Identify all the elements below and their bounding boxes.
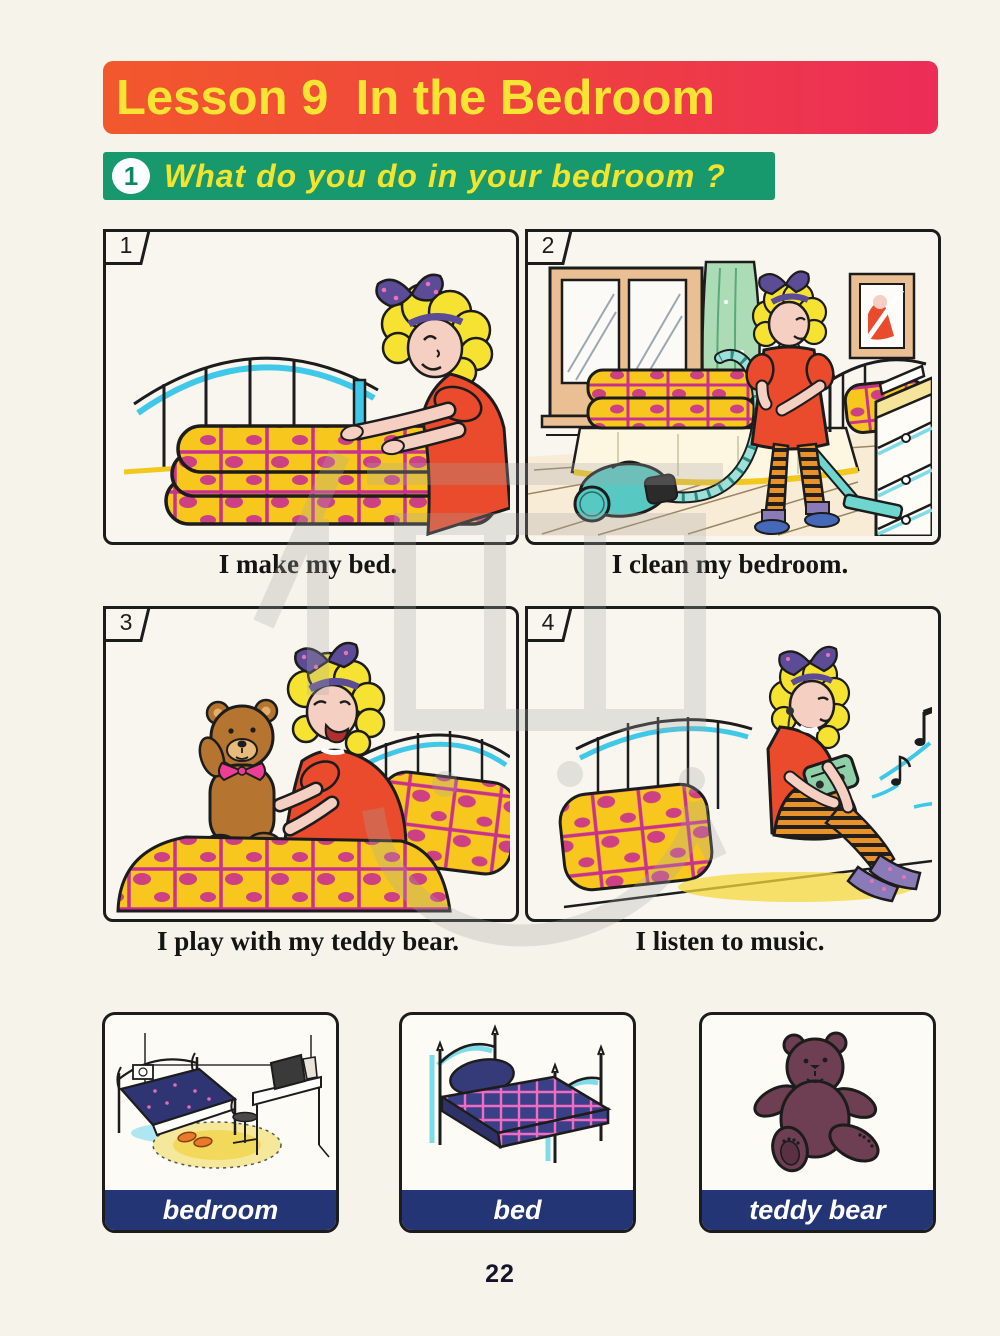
panel-number: 4 [541, 609, 555, 635]
vocab-label: bed [493, 1194, 542, 1225]
vocab-label: teddy bear [749, 1194, 886, 1225]
page-number: 22 [485, 1260, 515, 1288]
vocab-label-band [402, 1190, 633, 1230]
blanket [118, 837, 450, 911]
panel-number-tab [525, 229, 577, 265]
music-notes [872, 705, 932, 807]
picture-frame [850, 274, 914, 358]
activity-number-badge: 1 [112, 158, 150, 194]
panel-number-tab [103, 606, 155, 642]
pillow [557, 782, 714, 893]
panel-2 [525, 229, 941, 545]
panel-1 [103, 229, 519, 545]
illustration-clean-bedroom [528, 232, 932, 536]
vocab-card-teddy-bear [699, 1012, 936, 1233]
vocab-label-band [702, 1190, 933, 1230]
vocab-label-band [105, 1190, 336, 1230]
illustration-bed [402, 1015, 627, 1184]
panel-number: 1 [119, 232, 133, 258]
panel-caption: I listen to music. [635, 926, 825, 956]
teddy-bear [195, 700, 281, 859]
illustration-listen-music [528, 609, 932, 913]
panel-4 [525, 606, 941, 922]
vocab-label: bedroom [162, 1194, 279, 1225]
panel-caption: I make my bed. [218, 549, 398, 579]
panel-number-tab [525, 606, 577, 642]
panel-number-tab [103, 229, 155, 265]
activity-question: What do you do in your bedroom ? [164, 157, 726, 194]
panel-caption: I play with my teddy bear. [156, 926, 460, 956]
illustration-play-teddy [106, 609, 510, 913]
teddy-bear [750, 1033, 884, 1174]
activity-banner [103, 152, 775, 200]
panel-3 [103, 606, 519, 922]
lesson-title: Lesson 9 In the Bedroom [116, 70, 715, 125]
illustration-bedroom [105, 1015, 330, 1184]
panel-caption: I clean my bedroom. [611, 549, 849, 579]
girl-listening [768, 647, 920, 901]
lesson-title-banner [103, 61, 938, 134]
panel-number: 2 [541, 232, 555, 258]
illustration-teddy-bear [702, 1015, 927, 1184]
panel-number: 3 [119, 609, 133, 635]
vocab-card-bedroom [102, 1012, 339, 1233]
vocab-card-bed [399, 1012, 636, 1233]
illustration-make-bed [106, 232, 510, 536]
